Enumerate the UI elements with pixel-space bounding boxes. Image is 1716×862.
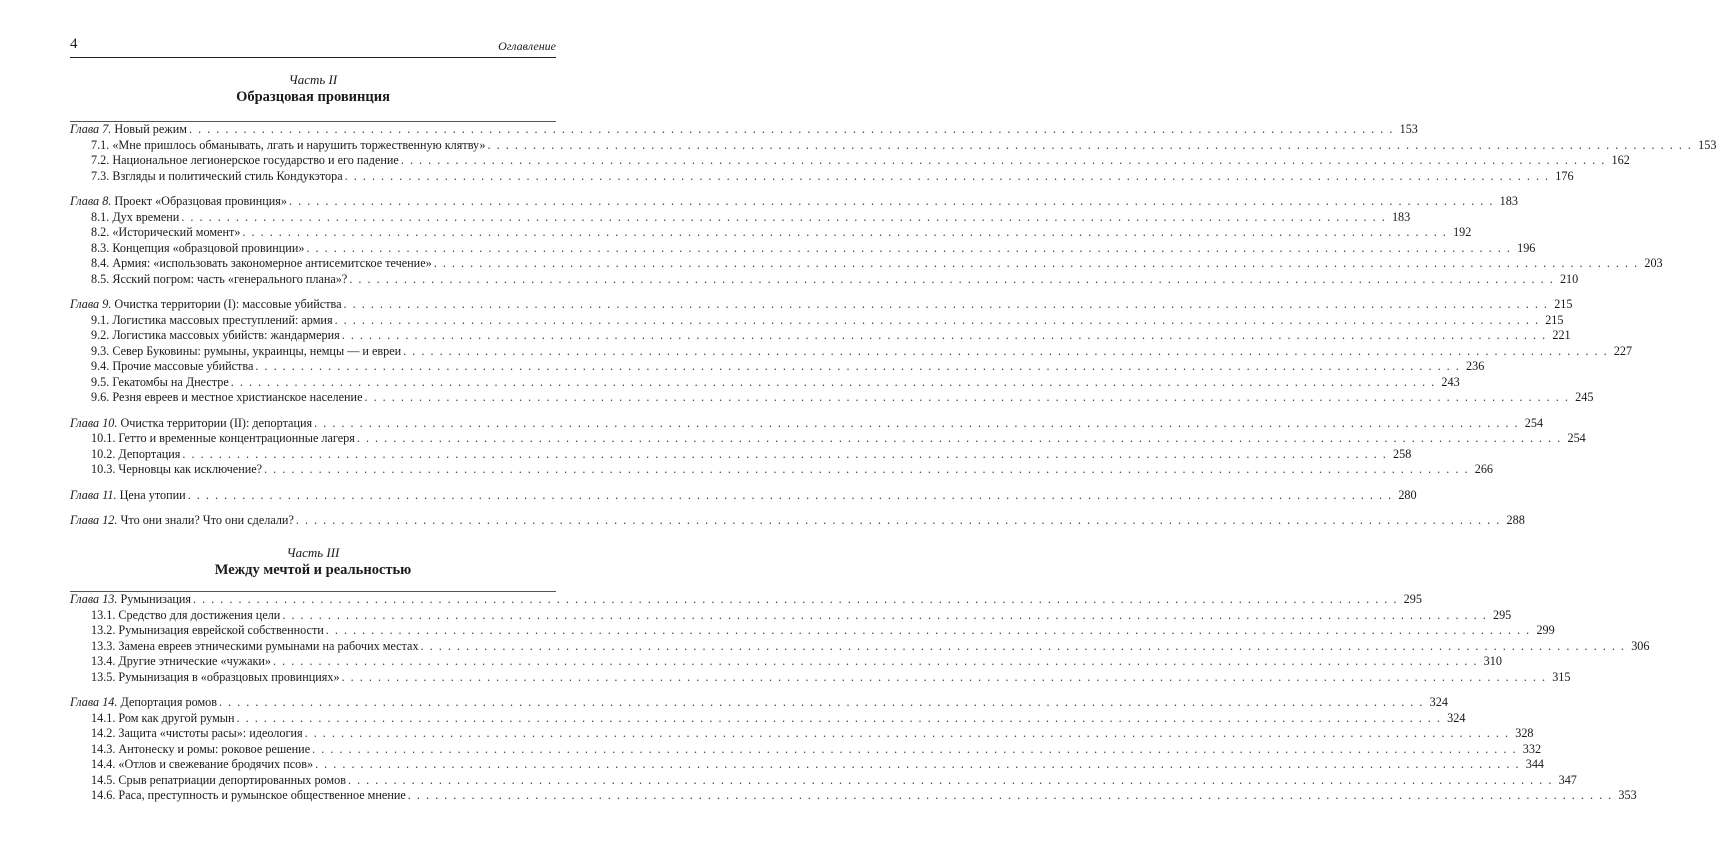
- chapter-title: Цена утопии: [119, 487, 186, 502]
- page-ref: 288: [1506, 513, 1525, 527]
- toc-block: [70, 591, 1650, 804]
- toc-chapter[interactable]: [70, 194, 1518, 210]
- page-ref: 315: [1552, 669, 1571, 684]
- toc-section[interactable]: [70, 446, 1412, 463]
- dot-leader: [181, 210, 1386, 225]
- section-title: 13.4. Другие этнические «чужаки»: [91, 654, 272, 668]
- chapter-prefix: Глава 7.: [70, 122, 112, 136]
- part-heading: [70, 72, 556, 106]
- part-heading: [70, 545, 556, 579]
- page-header: [70, 36, 556, 56]
- page-ref: 299: [1536, 623, 1555, 637]
- toc-section[interactable]: [70, 772, 1577, 789]
- page-ref: 324: [1447, 710, 1466, 725]
- toc-block: [70, 121, 1716, 529]
- dot-leader: [342, 670, 1547, 685]
- toc-chapter[interactable]: [70, 592, 1422, 608]
- page-ref: 344: [1525, 757, 1544, 771]
- page-ref: 192: [1453, 225, 1472, 239]
- section-title: 13.2. Румынизация еврейской собственности: [91, 623, 324, 637]
- dot-leader: [434, 256, 1639, 271]
- chapter-title: Депортация ромов: [120, 695, 218, 709]
- dot-leader: [488, 138, 1693, 153]
- dot-leader: [314, 416, 1519, 431]
- dot-leader: [403, 344, 1608, 359]
- toc-section[interactable]: [70, 741, 1542, 758]
- dot-leader: [306, 241, 1511, 256]
- dot-leader: [408, 788, 1613, 803]
- toc-section[interactable]: [70, 654, 1502, 670]
- page-ref: 176: [1555, 168, 1574, 183]
- dot-leader: [326, 623, 1531, 638]
- dot-leader: [255, 359, 1460, 374]
- toc-section[interactable]: [70, 343, 1633, 360]
- page-ref: 347: [1558, 772, 1577, 787]
- chapter-prefix: Глава 11.: [70, 487, 117, 502]
- dot-leader: [401, 153, 1606, 168]
- section-title: 7.3. Взгляды и политический стиль Кондукэтора: [91, 168, 343, 183]
- page-ref: 236: [1466, 359, 1485, 373]
- chapter-prefix: Глава 9.: [70, 297, 112, 311]
- toc-section[interactable]: [70, 710, 1466, 727]
- page-ref: 215: [1545, 312, 1564, 327]
- toc-chapter[interactable]: [70, 695, 1448, 711]
- part-label: Часть III: [286, 545, 340, 560]
- toc-section[interactable]: [70, 638, 1650, 655]
- section-title: 8.1. Дух времени: [91, 209, 180, 224]
- section-title: 10.1. Гетто и временные концентрационные лагеря: [91, 431, 355, 445]
- section-title: 9.2. Логистика массовых убийств: жандармерия: [91, 328, 340, 342]
- toc-section[interactable]: [70, 462, 1493, 478]
- section-title: 13.1. Средство для достижения цели: [91, 607, 281, 622]
- page-ref: 162: [1611, 153, 1630, 167]
- chapter-title: Румынизация: [120, 592, 192, 606]
- page-ref: 310: [1483, 654, 1502, 668]
- toc-section[interactable]: [70, 669, 1571, 686]
- dot-leader: [231, 375, 1436, 390]
- page-ref: 153: [1698, 137, 1716, 152]
- toc-section[interactable]: [70, 623, 1555, 639]
- page-ref: 203: [1644, 256, 1663, 270]
- dot-leader: [364, 390, 1569, 405]
- toc-chapter[interactable]: [70, 487, 1417, 504]
- toc-section[interactable]: [70, 256, 1663, 272]
- toc-section[interactable]: [70, 209, 1411, 226]
- dot-leader: [289, 194, 1494, 209]
- part-title: Образцовая провинция: [236, 89, 390, 105]
- toc-section[interactable]: [70, 271, 1579, 288]
- dot-leader: [264, 462, 1469, 477]
- section-title: 9.6. Резня евреев и местное христианское население: [91, 390, 363, 404]
- dot-leader: [237, 711, 1442, 726]
- section-title: 9.4. Прочие массовые убийства: [91, 359, 254, 373]
- section-title: 14.5. Срыв репатриации депортированных ромов: [91, 772, 346, 787]
- toc-section[interactable]: [70, 726, 1534, 742]
- dot-leader: [219, 695, 1424, 710]
- dot-leader: [345, 169, 1550, 184]
- toc-section[interactable]: [70, 431, 1586, 447]
- page-ref: 254: [1524, 415, 1544, 430]
- section-title: 8.2. «Исторический момент»: [91, 225, 241, 239]
- page-ref: 215: [1554, 297, 1573, 311]
- dot-leader: [296, 513, 1501, 528]
- toc-section[interactable]: [70, 240, 1536, 257]
- dot-leader: [242, 225, 1447, 240]
- section-title: 8.5. Ясский погром: часть «генерального плана»?: [91, 271, 348, 286]
- toc-section[interactable]: [70, 312, 1564, 329]
- page-ref: 266: [1474, 462, 1493, 476]
- page-ref: 295: [1403, 592, 1422, 606]
- chapter-prefix: Глава 8.: [70, 194, 112, 208]
- part-title: Между мечтой и реальностью: [214, 562, 412, 578]
- toc-chapter[interactable]: [70, 513, 1525, 529]
- page-ref: 280: [1398, 487, 1417, 502]
- dot-leader: [305, 726, 1510, 741]
- section-title: 9.3. Север Буковины: румыны, украинцы, немцы — и евреи: [91, 343, 402, 358]
- section-title: 8.4. Армия: «использовать закономерное антисемитское течение»: [91, 256, 432, 270]
- dot-leader: [273, 654, 1478, 669]
- page-ref: 245: [1575, 390, 1594, 404]
- section-title: 7.2. Национальное легионерское государство и его падение: [91, 153, 399, 167]
- dot-leader: [335, 313, 1540, 328]
- page-ref: 227: [1613, 343, 1633, 358]
- dot-leader: [357, 431, 1562, 446]
- page-ref: 254: [1567, 431, 1586, 445]
- toc-section[interactable]: [70, 137, 1716, 154]
- header-rule: [70, 57, 556, 58]
- toc-section[interactable]: [70, 390, 1594, 406]
- section-title: 14.4. «Отлов и свежевание бродячих псов»: [91, 757, 314, 771]
- page-ref: 183: [1499, 194, 1518, 208]
- section-title: 13.5. Румынизация в «образцовых провинциях»: [91, 669, 340, 684]
- page-ref: 353: [1618, 788, 1637, 802]
- section-title: 8.3. Концепция «образцовой провинции»: [91, 240, 305, 255]
- section-title: 14.1. Ром как другой румын: [91, 710, 235, 725]
- chapter-title: Проект «Образцовая провинция»: [114, 194, 288, 208]
- page-ref: 183: [1391, 209, 1411, 224]
- chapter-prefix: Глава 14.: [70, 695, 118, 709]
- page-ref: 243: [1441, 374, 1460, 389]
- section-title: 13.3. Замена евреев этническими румынами на рабочих местах: [91, 638, 419, 653]
- dot-leader: [193, 592, 1398, 607]
- toc-section[interactable]: [70, 328, 1571, 344]
- chapter-prefix: Глава 12.: [70, 513, 118, 527]
- toc-chapter[interactable]: [70, 297, 1573, 313]
- section-title: 9.1. Логистика массовых преступлений: армия: [91, 312, 333, 327]
- toc-chapter[interactable]: [70, 122, 1418, 138]
- dot-leader: [348, 773, 1553, 788]
- toc-section[interactable]: [70, 607, 1512, 624]
- dot-leader: [349, 272, 1554, 287]
- running-title: Оглавление: [498, 39, 556, 53]
- toc-chapter[interactable]: [70, 415, 1544, 432]
- toc-section[interactable]: [70, 359, 1485, 375]
- dot-leader: [315, 757, 1520, 772]
- section-title: 10.3. Черновцы как исключение?: [91, 462, 263, 476]
- dot-leader: [421, 639, 1626, 654]
- page-ref: 324: [1429, 695, 1448, 709]
- chapter-title: Очистка территории (II): депортация: [120, 415, 313, 430]
- toc-section[interactable]: [70, 168, 1574, 185]
- toc-section[interactable]: [70, 153, 1630, 169]
- toc-section[interactable]: [70, 788, 1637, 804]
- page-ref: 153: [1399, 122, 1418, 136]
- page-ref: 210: [1559, 271, 1579, 286]
- section-title: 14.6. Раса, преступность и румынское общественное мнение: [91, 788, 406, 802]
- page-ref: 258: [1393, 446, 1412, 461]
- dot-leader: [342, 328, 1547, 343]
- page-number: 4: [70, 36, 78, 52]
- chapter-prefix: Глава 13.: [70, 592, 118, 606]
- dot-leader: [312, 742, 1517, 757]
- dot-leader: [188, 488, 1393, 503]
- dot-leader: [182, 447, 1387, 462]
- section-title: 9.5. Гекатомбы на Днестре: [91, 374, 229, 389]
- part-label: Часть II: [288, 72, 338, 87]
- section-title: 14.3. Антонеску и ромы: роковое решение: [91, 741, 311, 756]
- page-ref: 306: [1631, 638, 1650, 653]
- toc-section[interactable]: [70, 757, 1544, 773]
- chapter-prefix: Глава 10.: [70, 415, 118, 430]
- chapter-title: Очистка территории (I): массовые убийства: [114, 297, 342, 311]
- page-ref: 332: [1522, 741, 1542, 756]
- dot-leader: [344, 297, 1549, 312]
- chapter-title: Новый режим: [114, 122, 187, 136]
- toc-section[interactable]: [70, 225, 1472, 241]
- dot-leader: [282, 608, 1487, 623]
- dot-leader: [189, 122, 1394, 137]
- page-ref: 295: [1492, 607, 1512, 622]
- section-title: 14.2. Защита «чистоты расы»: идеология: [91, 726, 303, 740]
- chapter-title: Что они знали? Что они сделали?: [120, 513, 294, 527]
- page-ref: 221: [1552, 328, 1571, 342]
- page-ref: 196: [1517, 240, 1536, 255]
- section-title: 10.2. Депортация: [91, 446, 181, 461]
- section-title: 7.1. «Мне пришлось обманывать, лгать и нарушить торжественную клятву»: [91, 137, 486, 152]
- page-ref: 328: [1515, 726, 1534, 740]
- toc-section[interactable]: [70, 374, 1460, 391]
